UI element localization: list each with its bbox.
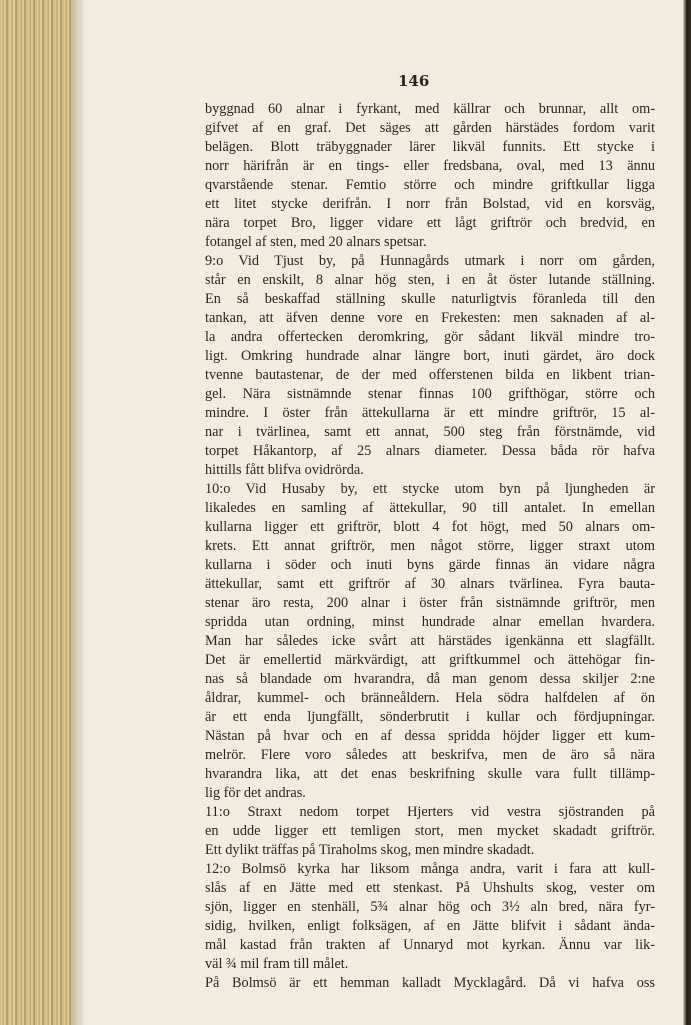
text-line: en udde ligger ett temligen stort, men mycket skadadt griftrör.: [205, 823, 655, 839]
text-line: torpet Håkantorp, af 25 alnars diameter. Dessa båda rör hafva: [205, 443, 655, 459]
text-line: är ett enda ljungfällt, sönderbrutit i kullar och fördjupningar.: [205, 709, 655, 725]
text-line: norr härifrån är en tings- eller fredsbana, oval, med 13 ännu: [205, 158, 655, 174]
text-line: mål kastad från trakten af Unnaryd mot kyrkan. Ännu var lik-: [205, 937, 655, 953]
text-line: står en enskilt, 8 alnar hög sten, i en åt öster lutande ställning.: [205, 272, 655, 288]
text-line: belägen. Blott träbyggnader lärer likväl funnits. Ett stycke i: [205, 139, 655, 155]
text-line: la andra offertecken deromkring, gör sådant likväl mindre tro-: [205, 329, 655, 345]
text-line: nar i tvärlinea, samt ett annat, 500 steg från förstnämde, vid: [205, 424, 655, 440]
text-line: mindre. I öster från ättekullarna är ett mindre griftrör, 15 al-: [205, 405, 655, 421]
text-line: stenar äro resta, 200 alnar i öster från sistnämnde griftrör, men: [205, 595, 655, 611]
text-line: tvenne bautastenar, de der med offerstenen bilda en likbent trian-: [205, 367, 655, 383]
text-line: På Bolmsö är ett hemman kalladt Mycklagård. Då vi hafva oss: [205, 975, 655, 991]
text-line: tankan, att äfven denne vore en Frekesten: men saknaden af al-: [205, 310, 655, 326]
text-line: 10:o Vid Husaby by, ett stycke utom byn på ljungheden är: [205, 481, 655, 497]
text-line: hittills fått blifva ovidrörda.: [205, 462, 364, 478]
text-line: qvarstående stenar. Femtio större och mindre griftkullar ligga: [205, 177, 655, 193]
text-line: lig för det andras.: [205, 785, 306, 801]
book-spine: [0, 0, 72, 1025]
page-edge: [683, 0, 691, 1025]
text-line: fotangel af sten, med 20 alnars spetsar.: [205, 234, 427, 250]
text-line: 12:o Bolmsö kyrka har liksom många andra, varit i fara att kull-: [205, 861, 655, 877]
text-line: Ett dylikt träffas på Tiraholms skog, men mindre skadadt.: [205, 842, 535, 858]
text-line: 11:o Straxt nedom torpet Hjerters vid vestra sjöstranden på: [205, 804, 655, 820]
page-number: 146: [398, 72, 430, 90]
text-line: Det är emellertid märkvärdigt, att griftkummel och ättehögar fin-: [205, 652, 655, 668]
text-line: spridda utan ordning, minst hundrade alnar emellan hvardera.: [205, 614, 655, 630]
text-line: likaledes en samling af ättekullar, 90 till antalet. In emellan: [205, 500, 655, 516]
text-line: kullarna i söder och inuti byns gärde finnas än vidare några: [205, 557, 655, 573]
text-line: sidig, hvilken, enligt folksägen, af en Jätte blifvit i sådant ända-: [205, 918, 655, 934]
text-line: ett litet stycke derifrån. I norr från Bolstad, vid en korsväg,: [205, 196, 655, 212]
text-line: gifvet af en graf. Det säges att gården härstädes fordom varit: [205, 120, 655, 136]
text-line: nas så blandade om hvarandra, då man genom dessa skiljer 2:ne: [205, 671, 655, 687]
text-line: ättekullar, samt ett griftrör af 30 alnars tvärlinea. Fyra bauta-: [205, 576, 655, 592]
text-line: melrör. Flere voro således att beskrifva, men de äro så nära: [205, 747, 655, 763]
text-line: nära torpet Bro, ligger vidare ett lågt griftrör och bredvid, en: [205, 215, 655, 231]
page-text: [205, 100, 655, 993]
text-line: gel. Nära sistnämnde stenar finnas 100 grifthögar, större och: [205, 386, 655, 402]
text-line: sjön, ligger en stenhäll, 5¾ alnar hög och 3½ aln bred, nära fyr-: [205, 899, 655, 915]
text-line: kullarna ligger ett griftrör, blott 4 fot högt, med 50 alnars om-: [205, 519, 655, 535]
text-line: väl ¾ mil fram till målet.: [205, 956, 349, 972]
text-line: hvarandra lika, att det enas beskrifning skulle vara fullt tillämp-: [205, 766, 655, 782]
text-line: 9:o Vid Tjust by, på Hunnagårds utmark i norr om gården,: [205, 253, 655, 269]
text-line: krets. Ett annat griftrör, men något större, ligger straxt utom: [205, 538, 655, 554]
text-line: slås af en Jätte med ett stenkast. På Uhshults skog, vester om: [205, 880, 655, 896]
text-line: ligt. Omkring hundrade alnar längre bort, inuti gärdet, äro dock: [205, 348, 655, 364]
gutter-shadow: [72, 0, 86, 1025]
text-line: Man har således icke svårt att härstädes igenkänna ett slagfällt.: [205, 633, 655, 649]
text-line: En så beskaffad ställning skulle naturligtvis föranleda till den: [205, 291, 655, 307]
text-line: byggnad 60 alnar i fyrkant, med källrar och brunnar, allt om-: [205, 101, 655, 117]
text-line: åldrar, kummel- och bränneåldern. Hela södra halfdelen af ön: [205, 690, 655, 706]
text-line: Nästan på hvar och en af dessa spridda höjder ligger ett kum-: [205, 728, 655, 744]
